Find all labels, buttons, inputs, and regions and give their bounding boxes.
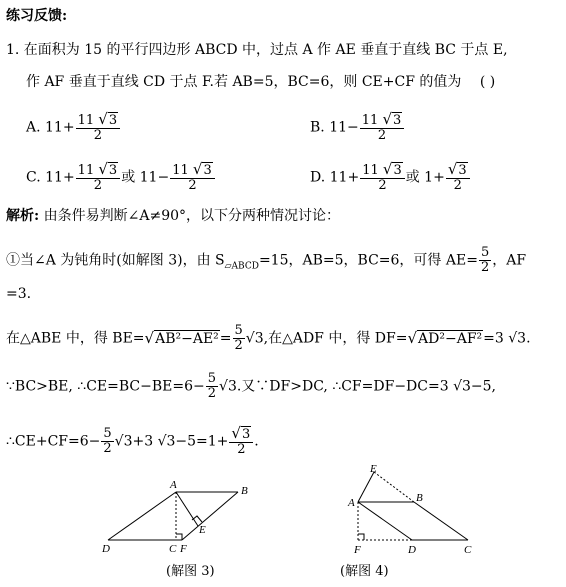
line-3-fraction (206, 372, 218, 401)
fig4-label-c: C (464, 544, 472, 556)
fig4-label-e: E (370, 463, 377, 475)
fig4-right-angle-f (358, 534, 364, 540)
fig4-side-ad (358, 502, 412, 540)
case-1-text-a: ①当∠A 为钝角时(如解图 3)，由 S (6, 252, 225, 269)
option-a (26, 112, 121, 143)
figure-4-diagram (340, 462, 480, 558)
fig4-label-a: A (348, 497, 355, 509)
option-b-numerator: 11 (361, 113, 379, 128)
line-4-text-a: ∴CE+CF=6− (6, 433, 101, 450)
question-line-2 (26, 72, 495, 92)
question-line-1: 1. 在面积为 15 的平行四边形 ABCD 中，过点 A 作 AE 垂直于直线 BC 于点 E, (6, 42, 508, 58)
option-d-fraction-2: $\frac{√3}{2}$ (446, 162, 470, 193)
solution-line-2: 在△ABE 中，得 BE=√AB²−AE²= $\frac{5}{2}$ √3,在△ADF 中，得 DF=√AD²−AF²=3 √3. (6, 323, 531, 353)
solution-line-3: ∵BC>BE, ∴CE=BC−BE=6− $\frac{5}{2}$ √3.又∵DF>DC, ∴CF=DF−DC=3 √3−5, (6, 371, 496, 401)
fig3-side-bc (182, 492, 238, 540)
line-2-text-c: 3,在△ADF 中，得 DF= (254, 330, 408, 347)
option-d-radicand-1: 3 (393, 163, 402, 178)
line-2-sqrt-2: √AD²−AF² (407, 328, 483, 347)
line-2-fraction (233, 324, 245, 353)
option-c-numerator-2: 11 (172, 163, 189, 178)
fig3-label-d: D (102, 543, 110, 555)
option-d (310, 162, 471, 193)
line-2-text-a: 在△ABE 中，得 BE= (6, 330, 145, 347)
option-a-denominator: 2 (93, 128, 102, 143)
option-b-denominator: 2 (377, 128, 387, 143)
option-d-numerator-1: 11 (362, 163, 379, 178)
solution-case-1 (6, 246, 526, 276)
fig4-extension-eb (374, 472, 414, 502)
solution-label: 解析: (6, 208, 40, 224)
fig3-label-b: B (241, 485, 248, 497)
line-2-text-d: =3 (483, 330, 504, 347)
option-c-numerator-1: 11 (77, 163, 95, 178)
option-c-radicand-1: 3 (108, 163, 118, 178)
question-line-2-text: 作 AF 垂直于直线 CD 于点 F.若 AB=5，BC=6，则 CE+CF 的值为 (26, 74, 462, 90)
case-1-subscript: ▱ABCD (224, 261, 259, 272)
figure-4-caption: (解图 4) (340, 564, 389, 579)
option-c-fraction-1: $\frac{11 √3}{2}$ (76, 162, 121, 193)
line-3-denominator: 2 (207, 386, 217, 401)
option-a-label: A. (26, 119, 41, 136)
fig3-label-e: E (199, 524, 206, 536)
case-1-text-b: =15，AB=5，BC=6，可得 AE= (258, 252, 478, 269)
line-2-radicand-2: AD²−AF² (418, 330, 483, 347)
case-1-ae-fraction (479, 246, 491, 275)
option-b (310, 112, 405, 143)
fig3-side-da (108, 492, 176, 540)
fig3-right-angle-e (192, 516, 202, 522)
option-c-prefix: 11+ (45, 169, 75, 186)
line-3-numerator: 5 (207, 371, 217, 386)
case-1-numerator: 5 (480, 245, 490, 260)
option-d-prefix: 11+ (329, 169, 360, 186)
option-a-radicand: 3 (108, 113, 118, 128)
option-d-radicand-2: 3 (458, 163, 467, 178)
option-a-numerator: 11 (77, 113, 95, 128)
fig4-label-d: D (408, 544, 416, 556)
solution-case-1-cont: =3. (6, 286, 32, 302)
line-2-denominator: 2 (234, 338, 243, 353)
section-heading: 练习反馈: (6, 8, 68, 24)
answer-bracket: ( ) (479, 74, 496, 90)
solution-line-4: ∴CE+CF=6− $\frac{5}{2}$ √3+3 √3−5=1+ $\frac{√3}{2}$ . (6, 424, 259, 457)
figure-3-caption: (解图 3) (166, 564, 215, 579)
line-2-numerator: 5 (234, 323, 243, 338)
option-c-denominator-2: 2 (188, 178, 197, 193)
fig3-label-f: F (180, 543, 187, 555)
option-c-radicand-2: 3 (203, 163, 212, 178)
line-4-fraction-2: $\frac{√3}{2}$ (229, 426, 253, 457)
solution-intro: 由条件易判断∠A≠90°，以下分两种情况讨论： (43, 208, 341, 224)
option-c-label: C. (26, 169, 41, 186)
fig3-right-angle-f (176, 534, 182, 540)
option-a-fraction: $\frac{11 √3}{2}$ (76, 112, 121, 143)
fig4-segment-ae (358, 472, 374, 502)
line-3-text-a: ∵BC>BE, ∴CE=BC−BE=6− (6, 378, 205, 395)
option-c-fraction-2: $\frac{11 √3}{2}$ (170, 162, 215, 193)
line-3-text-b: 3.又∵DF>DC, ∴CF=DF−DC=3 (227, 378, 449, 395)
line-4-numerator-2: 3 (241, 427, 251, 442)
option-c-middle: 或 11− (121, 169, 170, 186)
option-b-prefix: 11− (329, 119, 359, 136)
fig3-label-c: C (169, 543, 177, 555)
option-b-label: B. (310, 119, 325, 136)
option-a-prefix: 11+ (45, 119, 75, 136)
line-2-text-b: = (219, 330, 232, 347)
option-c-denominator-1: 2 (93, 178, 103, 193)
option-b-radicand: 3 (393, 113, 402, 128)
line-4-fraction-1 (101, 427, 113, 456)
line-3-text-c: 3−5, (462, 378, 496, 395)
case-1-denominator: 2 (480, 260, 490, 275)
line-4-text-b: 3+3 (123, 433, 154, 450)
option-d-fraction-1: $\frac{11 √3}{2}$ (360, 162, 405, 193)
option-d-denominator-2: 2 (453, 178, 462, 193)
line-4-denominator-1: 2 (103, 441, 112, 456)
line-4-numerator-1: 5 (103, 426, 112, 441)
option-b-fraction: $\frac{11 √3}{2}$ (360, 112, 405, 143)
line-4-denominator-2: 2 (237, 442, 246, 457)
solution-intro-line (6, 206, 340, 226)
line-2-radicand-1: AB²−AE² (155, 330, 219, 347)
option-d-label: D. (310, 169, 326, 186)
fig4-label-f: F (354, 544, 361, 556)
line-4-text-c: 3−5=1+ (166, 433, 229, 450)
fig4-label-b: B (416, 492, 423, 504)
figure-3-diagram (98, 478, 268, 558)
fig3-segment-ae (176, 492, 198, 526)
fig4-side-bc (414, 502, 468, 540)
option-d-denominator-1: 2 (378, 178, 387, 193)
case-1-text-c: ，AF (492, 252, 527, 269)
option-c (26, 162, 216, 193)
option-d-middle: 或 1+ (405, 169, 445, 186)
line-2-sqrt-1: √AB²−AE² (144, 328, 219, 347)
line-2-text-e: 3. (517, 330, 531, 347)
fig3-label-a: A (170, 479, 177, 491)
